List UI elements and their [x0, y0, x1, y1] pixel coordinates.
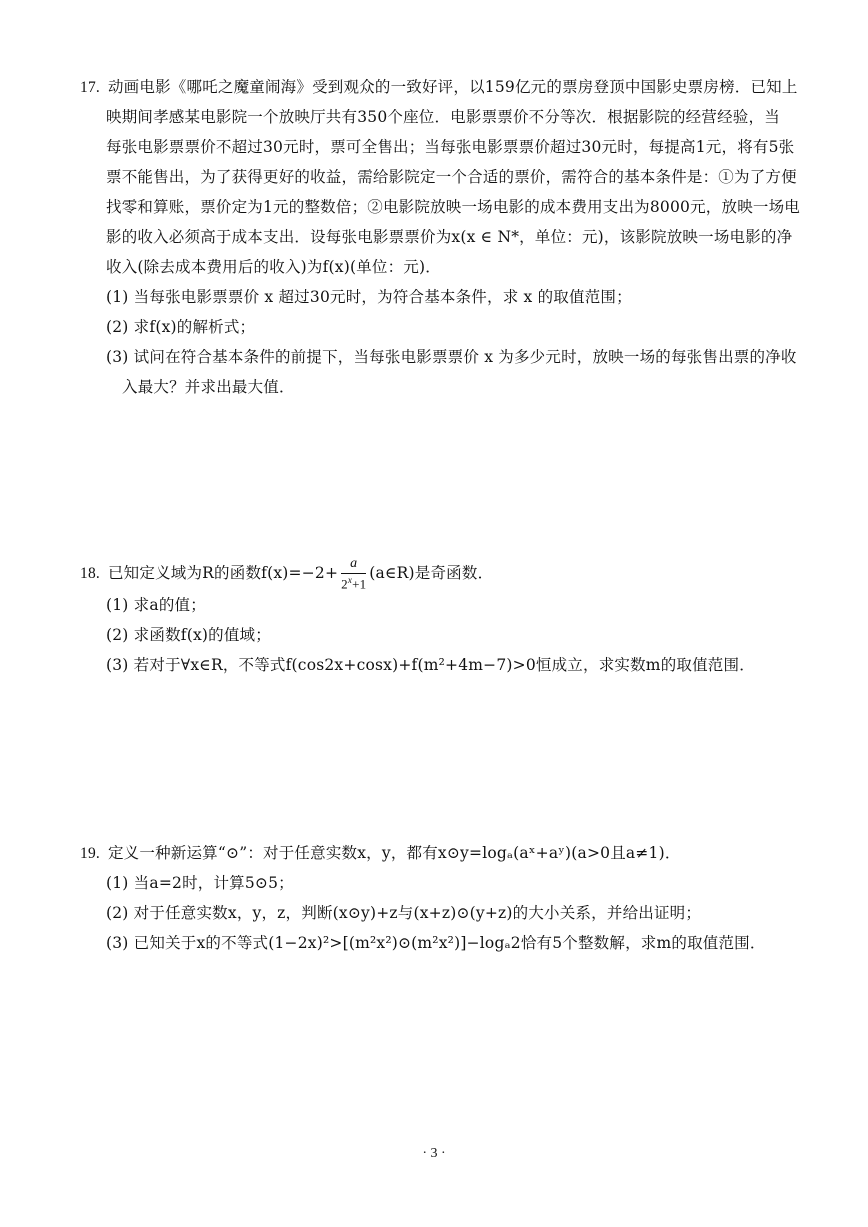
problem-text-before: 已知定义域为R的函数f(x)=−2+	[107, 564, 339, 582]
problem-number: 18.	[80, 565, 100, 582]
problem-19-sub-2: (2) 对于任意实数x，y，z，判断(x⊙y)+z与(x+z)⊙(y+z)的大小关系，并给出证明；	[106, 904, 702, 922]
problem-17-line-5: 找零和算账，票价定为1元的整数倍；②电影院放映一场电影的成本费用支出为8000元，放映一场电	[106, 198, 801, 216]
problem-17	[72, 72, 801, 402]
fraction	[341, 557, 366, 590]
problem-18-sub-1: (1) 求a的值；	[106, 596, 206, 614]
problem-17-line-4: 票不能售出，为了获得更好的收益，需给影院定一个合适的票价，需符合的基本条件是：①为了方便	[106, 168, 797, 186]
problem-17-line-2: 映期间孝感某电影院一个放映厅共有350个座位．电影票票价不分等次．根据影院的经营经验，当	[106, 108, 780, 126]
problem-17-sub-2: (2) 求f(x)的解析式；	[106, 318, 256, 336]
fraction-numerator: a	[341, 557, 366, 574]
problem-19-sub-1: (1) 当a=2时，计算5⊙5；	[106, 874, 294, 892]
problem-17-sub-3-cont: 入最大？并求出最大值．	[122, 378, 295, 396]
fraction-denominator	[341, 574, 366, 590]
problem-text-after: (a∈R)是奇函数．	[369, 564, 494, 582]
problem-18-sub-2: (2) 求函数f(x)的值域；	[106, 626, 271, 644]
denominator-rest: +1	[352, 576, 367, 592]
problem-number: 19.	[80, 845, 100, 862]
problem-text: 定义一种新运算“⊙”：对于任意实数x，y，都有x⊙y=logₐ(aˣ+aʸ)(a>0且a≠1)．	[107, 844, 681, 862]
problem-18-sub-3: (3) 若对于∀x∈R，不等式f(cos2x+cosx)+f(m²+4m−7)>0恒成立，求实数m的取值范围．	[106, 656, 755, 674]
problem-18-statement	[72, 556, 792, 590]
problem-number: 17.	[80, 79, 100, 96]
problem-17-sub-3: (3) 试问在符合基本条件的前提下，当每张电影票票价 x 为多少元时，放映一场的每张售出票的净收	[106, 348, 797, 366]
problem-18	[72, 556, 792, 680]
problem-17-line-1	[72, 72, 798, 102]
problem-17-line-3: 每张电影票票价不超过30元时，票可全售出；当每张电影票票价超过30元时，每提高1元，将有5张	[106, 138, 795, 156]
problem-text: 动画电影《哪吒之魔童闹海》受到观众的一致好评，以159亿元的票房登顶中国影史票房榜．已知上	[107, 78, 798, 96]
problem-19-statement	[72, 838, 792, 868]
problem-19-sub-3: (3) 已知关于x的不等式(1−2x)²>[(m²x²)⊙(m²x²)]−logₐ2恰有5个整数解，求m的取值范围．	[106, 934, 766, 952]
denominator-exponent: x	[347, 575, 353, 586]
page-number: · 3 ·	[422, 1146, 446, 1161]
problem-17-sub-1: (1) 当每张电影票票价 x 超过30元时，为符合基本条件，求 x 的取值范围；	[106, 288, 632, 306]
problem-17-line-7: 收入(除去成本费用后的收入)为f(x)(单位：元)．	[106, 258, 441, 276]
denominator-base: 2	[341, 576, 348, 592]
problem-17-line-6: 影的收入必须高于成本支出．设每张电影票票价为x(x ∈ N*，单位：元)，该影院放映一场电影的净	[106, 228, 793, 246]
problem-19	[72, 838, 792, 958]
